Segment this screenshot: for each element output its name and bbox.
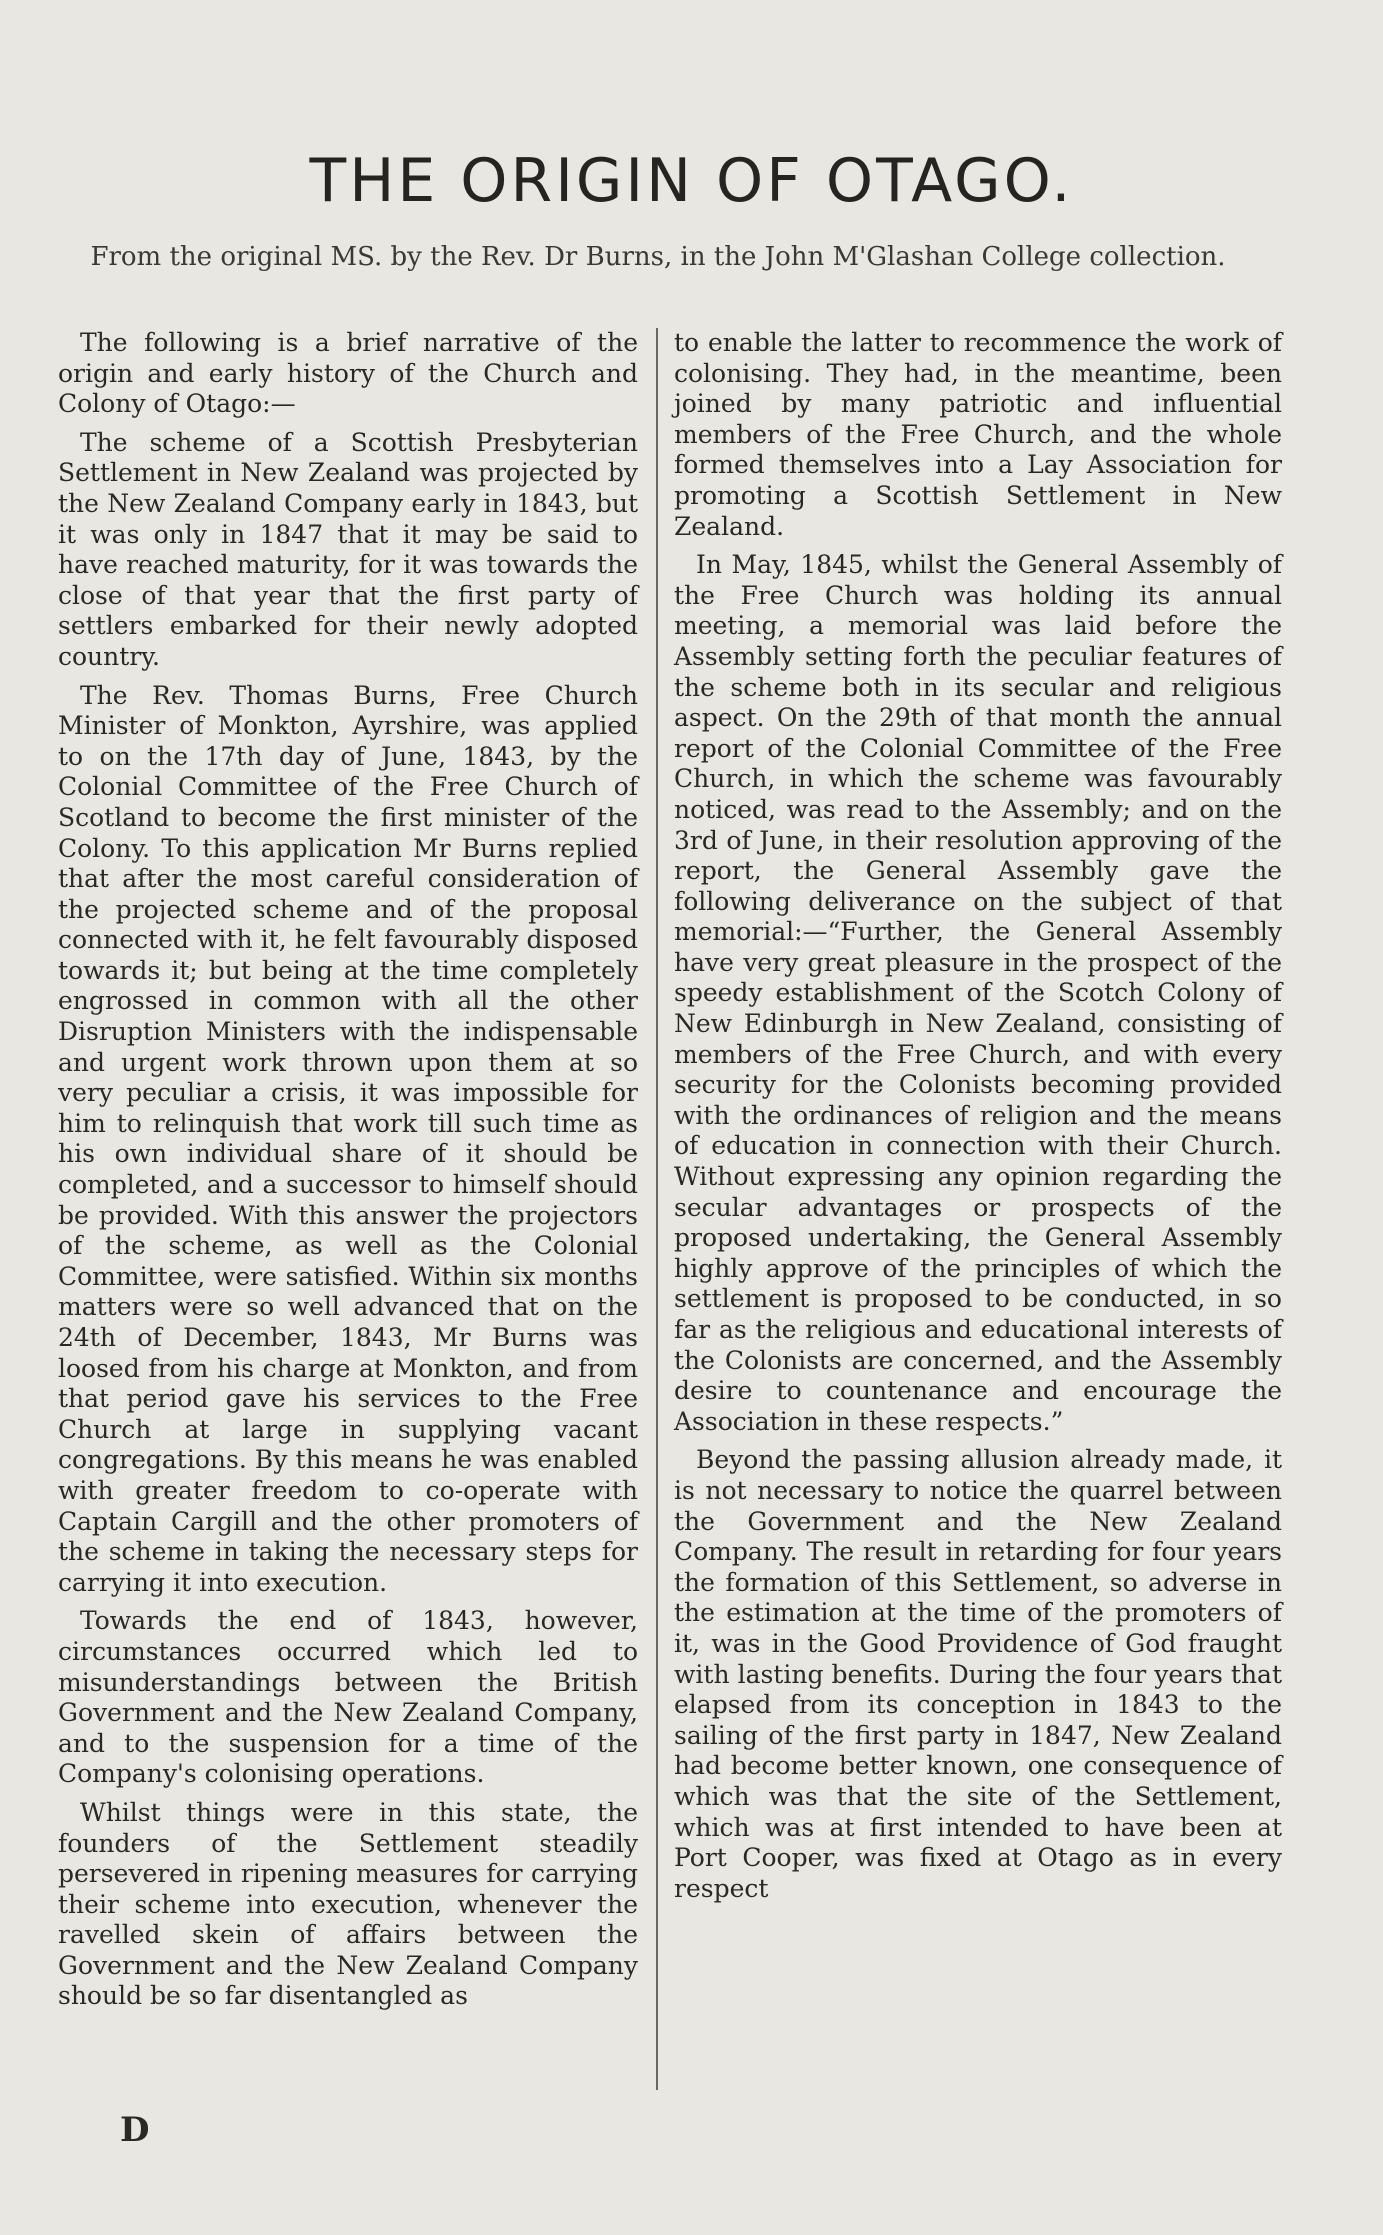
paragraph-founders: Whilst things were in this state, the founders of the Settlement steadily persevered in ripening measures for carrying their scheme into execution, whenever the ravelled skein of affairs between the Government and the New Zealand Company should be so far disentangled as: [58, 1797, 638, 2011]
page-title: THE ORIGIN OF OTAGO.: [309, 146, 1074, 216]
paragraph-general-assembly: In May, 1845, whilst the General Assembly of the Free Church was holding its annual meeting, a memorial was laid before the Assembly setting forth the peculiar features of the scheme both in its secular and religious aspect. On the 29th of that month the annual report of the Colonial Committee of the Free Church, in which the scheme was favourably noticed, was read to the Assembly; and on the 3rd of June, in their resolution approving of the report, the General Assembly gave the following deliverance on the subject of that memorial:—“Further, the General Assembly have very great pleasure in the prospect of the speedy establishment of the Scotch Colony of New Edinburgh in New Zealand, consisting of members of the Free Church, and with every security for the Colonists becoming provided with the ordinances of religion and the means of education in connection with their Church. Without expressing any opinion regarding the secular advantages or prospects of the proposed undertaking, the General Assembly highly approve of the principles of which the settlement is proposed to be conducted, in so far as the religious and educational interests of the Colonists are concerned, and the Assembly desire to countenance and encourage the Association in these respects.”: [674, 550, 1282, 1436]
paragraph-intro: The following is a brief narrative of the origin and early history of the Church and Colony of Otago:—: [58, 328, 638, 419]
paragraph-quarrel: Beyond the passing allusion already made, it is not necessary to notice the quarrel between the Government and the New Zealand Company. The result in retarding for four years the formation of this Settlement, so adverse in the estimation at the time of the promoters of it, was in the Good Providence of God fraught with lasting benefits. During the four years that elapsed from its conception in 1843 to the sailing of the first party in 1847, New Zealand had become better known, one consequence of which was that the site of the Settlement, which was at first intended to have been at Port Cooper, was fixed at Otago as in every respect: [674, 1445, 1282, 1903]
column-divider: [656, 328, 658, 2090]
signature-mark: D: [120, 2110, 150, 2150]
right-column: [674, 328, 1282, 1912]
paragraph-misunderstandings: Towards the end of 1843, however, circumstances occurred which led to misunderstandings between the British Government and the New Zealand Company, and to the suspension for a time of the Company's colonising operations.: [58, 1606, 638, 1789]
paragraph-rev-burns: The Rev. Thomas Burns, Free Church Minister of Monkton, Ayrshire, was applied to on the 17th day of June, 1843, by the Colonial Committee of the Free Church of Scotland to become the first minister of the Colony. To this application Mr Burns replied that after the most careful consideration of the projected scheme and of the proposal connected with it, he felt favourably disposed towards it; but being at the time completely engrossed in common with all the other Disruption Ministers with the indispensable and urgent work thrown upon them at so very peculiar a crisis, it was impossible for him to relinquish that work till such time as his own individual share of it should be completed, and a successor to himself should be provided. With this answer the projectors of the scheme, as well as the Colonial Committee, were satisfied. Within six months matters were so well advanced that on the 24th of December, 1843, Mr Burns was loosed from his charge at Monkton, and from that period gave his services to the Free Church at large in supplying vacant congregations. By this means he was enabled with greater freedom to co-operate with Captain Cargill and the other promoters of the scheme in taking the necessary steps for carrying it into execution.: [58, 680, 638, 1597]
paragraph-scheme: The scheme of a Scottish Presbyterian Settlement in New Zealand was projected by the New Zealand Company early in 1843, but it was only in 1847 that it may be said to have reached maturity, for it was towards the close of that year that the first party of settlers embarked for their newly adopted country.: [58, 427, 638, 671]
article-subtitle: From the original MS. by the Rev. Dr Burns, in the John M'Glashan College collection.: [90, 242, 1226, 272]
left-column: [58, 328, 638, 2020]
paragraph-continuation: to enable the latter to recommence the work of colonising. They had, in the meantime, been joined by many patriotic and influential members of the Free Church, and the whole formed themselves into a Lay Association for promoting a Scottish Settlement in New Zealand.: [674, 328, 1282, 541]
